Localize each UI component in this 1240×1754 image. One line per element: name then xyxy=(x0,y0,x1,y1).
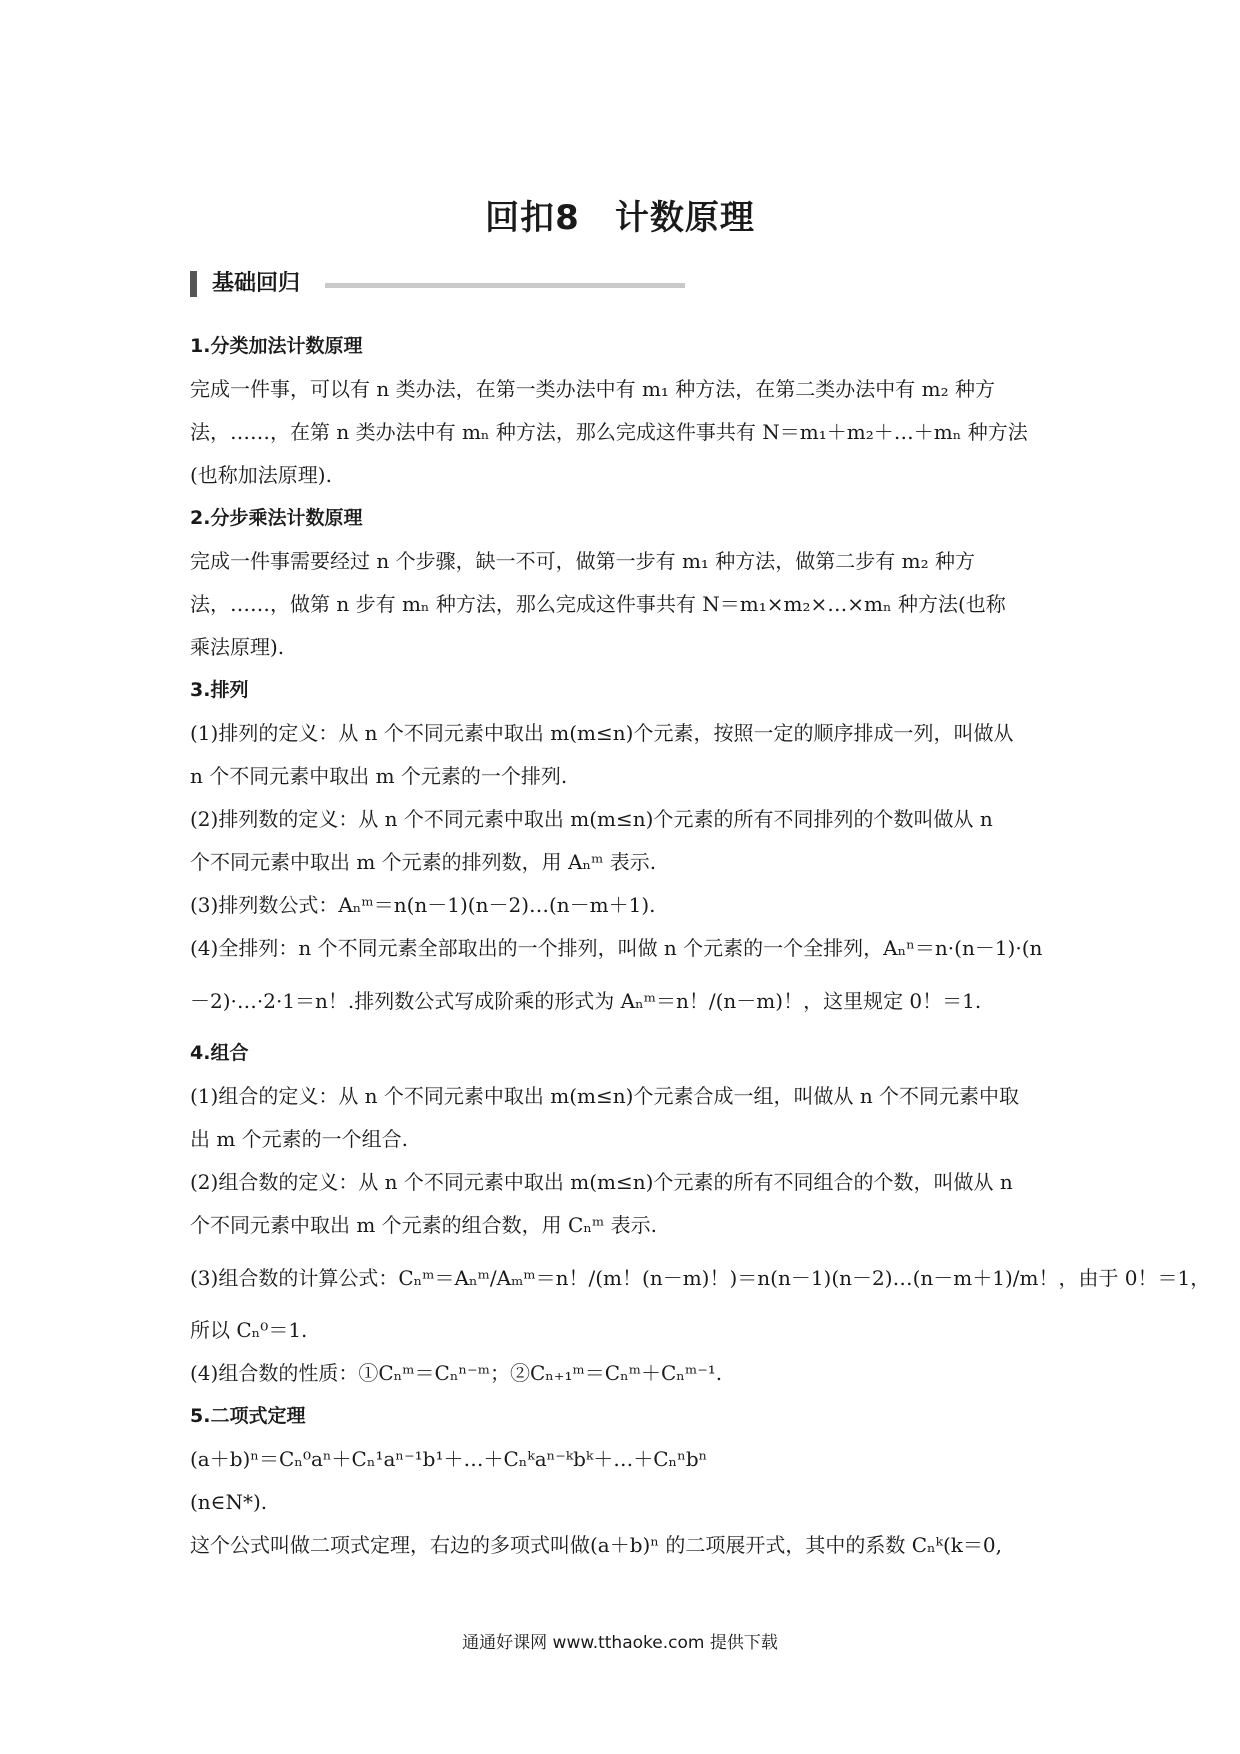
footer-credit: 通通好课网 www.tthaoke.com 提供下载 xyxy=(462,1633,778,1653)
paragraph-line: 个不同元素中取出 m 个元素的组合数，用 Cₙᵐ 表示. xyxy=(190,1213,657,1237)
paragraph-line: 法，……，做第 n 步有 mₙ 种方法，那么完成这件事共有 N＝m₁×m₂×…×mₙ 种方法(也称 xyxy=(190,592,1006,616)
heading-3: 3.排列 xyxy=(190,679,249,701)
paragraph-line: (4)组合数的性质：①Cₙᵐ＝Cₙⁿ⁻ᵐ；②Cₙ₊₁ᵐ＝Cₙᵐ＋Cₙᵐ⁻¹. xyxy=(190,1361,723,1385)
content xyxy=(190,325,1211,1567)
formula-line: (a＋b)ⁿ＝Cₙ⁰aⁿ＋Cₙ¹aⁿ⁻¹b¹＋…＋Cₙᵏaⁿ⁻ᵏbᵏ＋…＋Cₙⁿbⁿ xyxy=(190,1447,708,1471)
paragraph-line: (也称加法原理). xyxy=(190,463,332,487)
heading-4: 4.组合 xyxy=(190,1042,249,1064)
paragraph-line: n 个不同元素中取出 m 个元素的一个排列. xyxy=(190,764,568,788)
paragraph-line: (n∈N*). xyxy=(190,1490,268,1514)
paragraph-line: (2)排列数的定义：从 n 个不同元素中取出 m(m≤n)个元素的所有不同排列的个数叫做从 n xyxy=(190,807,993,831)
heading-2: 2.分步乘法计数原理 xyxy=(190,507,363,529)
paragraph-line: －2)·…·2·1＝n！.排列数公式写成阶乘的形式为 Aₙᵐ＝n！/(n－m)！，这里规定 0！＝1. xyxy=(190,989,982,1013)
paragraph-line: 出 m 个元素的一个组合. xyxy=(190,1127,409,1151)
paragraph-line: (2)组合数的定义：从 n 个不同元素中取出 m(m≤n)个元素的所有不同组合的个数，叫做从 n xyxy=(190,1170,1013,1194)
section-header xyxy=(190,268,710,300)
heading-1: 1.分类加法计数原理 xyxy=(190,335,363,357)
section-rule xyxy=(325,283,685,288)
paragraph-line: 完成一件事，可以有 n 类办法，在第一类办法中有 m₁ 种方法，在第二类办法中有 m₂ 种方 xyxy=(190,377,995,401)
paragraph-line: (1)组合的定义：从 n 个不同元素中取出 m(m≤n)个元素合成一组，叫做从 n 个不同元素中取 xyxy=(190,1084,1020,1108)
paragraph-line: (1)排列的定义：从 n 个不同元素中取出 m(m≤n)个元素，按照一定的顺序排成一列，叫做从 xyxy=(190,721,1014,745)
paragraph-line: 所以 Cₙ⁰＝1. xyxy=(190,1318,308,1342)
paragraph-line: 乘法原理). xyxy=(190,635,285,659)
paragraph-line: (3)组合数的计算公式：Cₙᵐ＝Aₙᵐ/Aₘᵐ＝n！/(m！(n－m)！)＝n(n－1)(n－2)…(n－m＋1)/m！，由于 0！＝1， xyxy=(190,1266,1211,1290)
heading-5: 5.二项式定理 xyxy=(190,1405,306,1427)
paragraph-line: (4)全排列：n 个不同元素全部取出的一个排列，叫做 n 个元素的一个全排列，Aₙⁿ＝n·(n－1)·(n xyxy=(190,936,1043,960)
paragraph-line: 法，……，在第 n 类办法中有 mₙ 种方法，那么完成这件事共有 N＝m₁＋m₂＋…＋mₙ 种方法 xyxy=(190,420,1028,444)
paragraph-line: 这个公式叫做二项式定理，右边的多项式叫做(a＋b)ⁿ 的二项展开式，其中的系数 Cₙᵏ(k＝0, xyxy=(190,1533,1002,1557)
paragraph-line: (3)排列数公式：Aₙᵐ＝n(n－1)(n－2)…(n－m＋1). xyxy=(190,893,656,917)
section-bar xyxy=(190,271,197,297)
section-label: 基础回归 xyxy=(212,271,301,296)
page-title: 回扣8 计数原理 xyxy=(485,198,755,238)
paragraph-line: 个不同元素中取出 m 个元素的排列数，用 Aₙᵐ 表示. xyxy=(190,850,657,874)
paragraph-line: 完成一件事需要经过 n 个步骤，缺一不可，做第一步有 m₁ 种方法，做第二步有 m₂ 种方 xyxy=(190,549,975,573)
